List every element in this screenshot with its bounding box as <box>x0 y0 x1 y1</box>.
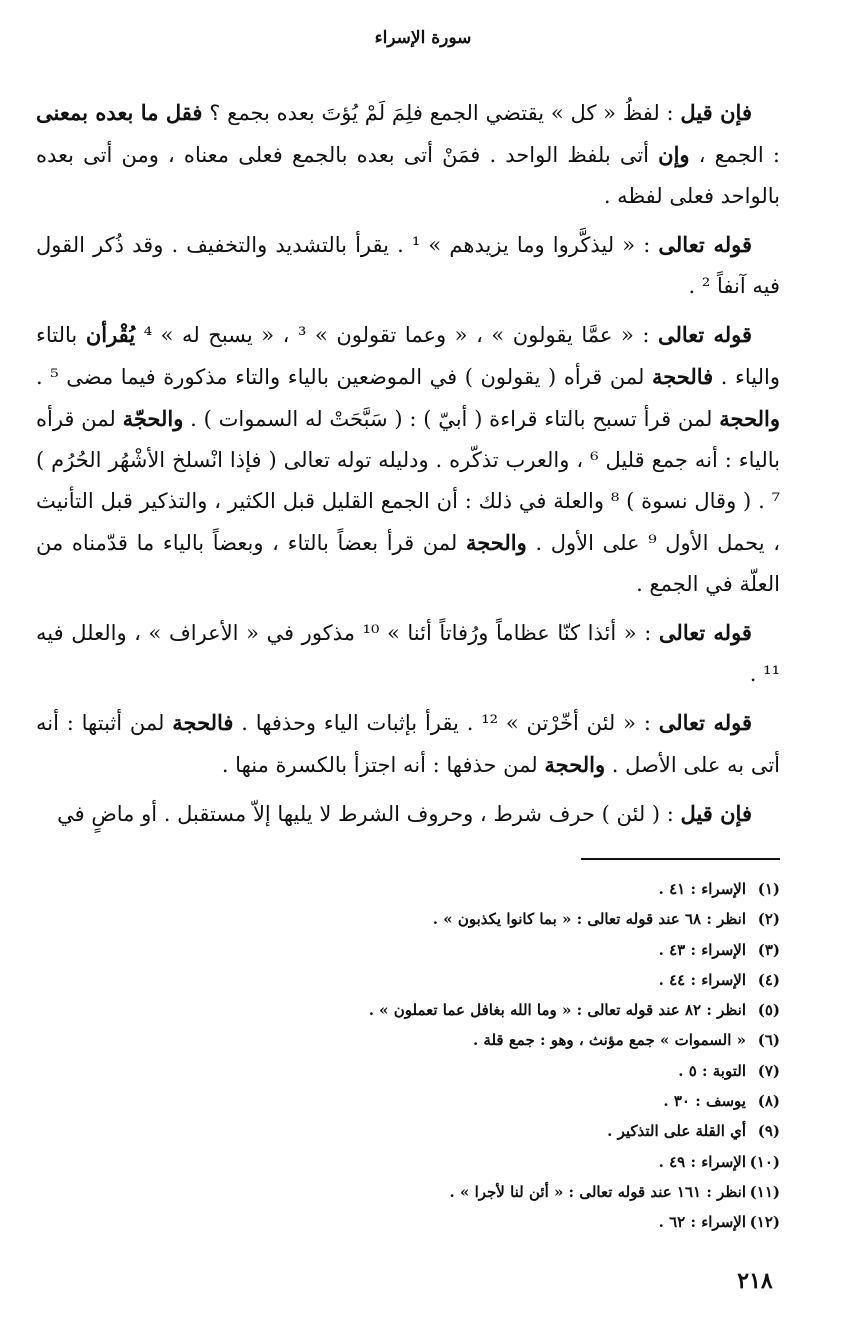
footnote-text: التوبة : ٥ . <box>678 1061 746 1080</box>
paragraph-lead: فإن قيل <box>680 100 752 125</box>
paragraph-text: لمن قرأ تسبح بالتاء قراءة ( أبيّ ) : ( سَبَّحَتْ له السموات ) . <box>183 407 720 431</box>
emphasis-text: وإن <box>658 142 690 167</box>
paragraph-text: لمن قرأ بعضاً بالتاء ، وبعضاً بالياء ما قدّمناه من العلّة في الجمع . <box>36 531 780 596</box>
footnote-number: (٧) <box>757 1061 780 1080</box>
emphasis-text: فالحجة <box>651 364 714 389</box>
footnote-text: الإسراء : ٤٣ . <box>658 940 746 959</box>
footnote-number: (٢) <box>757 910 780 929</box>
footnote-text: انظر : ٨٢ عند قوله تعالى : « وما الله بغافل عما تعملون » . <box>368 1001 746 1020</box>
paragraph-text: : « عمَّا يقولون » ، « وعما تقولون » ³ ، « يسبح له » ⁴ <box>135 323 658 347</box>
footnote-number: (١٠) <box>749 1152 780 1171</box>
footnote-text: الإسراء : ٤٩ . <box>658 1152 746 1171</box>
emphasis-text: والحجة <box>719 406 780 431</box>
footnote-text: أي القلة على التذكير . <box>607 1122 746 1141</box>
footnote-number: (٥) <box>757 1001 780 1020</box>
footnote <box>80 1025 780 1055</box>
paragraph <box>36 612 780 695</box>
footnote <box>80 1086 780 1116</box>
emphasis-text: فقل ما بعده بمعنى <box>36 100 203 125</box>
footnote <box>80 1207 780 1237</box>
footnote <box>80 965 780 995</box>
paragraph <box>36 793 780 835</box>
main-text <box>36 92 780 842</box>
paragraph-text: لمن قرأه بالياء : أنه جمع قليل ⁶ ، والعرب تذكّره . ودليله توله تعالى ( فإذا انْسلخ الأشْهُر الحُرُم ) ⁷ . ( وقال نسوة ) ⁸ والعلة في ذلك : أن الجمع القليل قبل الكثير ، والتذكير قبل التأنيث ، يحمل الأول ⁹ على الأول . <box>36 407 781 555</box>
footnote-number: (١١) <box>749 1182 780 1201</box>
paragraph-lead: قوله تعالى <box>658 232 752 257</box>
footnote-number: (٩) <box>757 1122 780 1141</box>
paragraph-text: أتى بلفظ الواحد . فمَنْ أتى بعده بالجمع فعلى معناه ، ومن أتى بعده بالواحد فعلى لفظه . <box>36 143 780 208</box>
footnote-text: الإسراء : ٤٤ . <box>658 970 746 989</box>
footnote-text: يوسف : ٣٠ . <box>663 1092 746 1111</box>
emphasis-text: والحجة <box>544 752 606 777</box>
footnote-number: (١) <box>757 880 780 898</box>
paragraph-text: لمن حذفها : أنه اجتزأ بالكسرة منها . <box>221 753 545 777</box>
paragraph-lead: قوله تعالى <box>658 620 752 645</box>
paragraph-text: : ( لئن ) حرف شرط ، وحروف الشرط لا يليها إلاّ مستقبل . أو ماضٍ في <box>57 802 681 826</box>
page-number: ٢١٨ <box>737 1268 773 1294</box>
paragraph-text: بالتاء والياء . <box>36 323 780 389</box>
footnote <box>80 995 780 1025</box>
paragraph <box>36 702 780 786</box>
paragraph-lead: قوله تعالى <box>657 322 752 347</box>
footnotes <box>80 874 780 1238</box>
footnote <box>80 904 780 934</box>
paragraph-text: لمن أثبتها : أنه أتى به على الأصل . <box>36 711 780 777</box>
footnote-text: انظر : ١٦١ عند قوله تعالى : « أئن لنا لأجرا » . <box>449 1182 746 1201</box>
surah-header: سورة الإسراء <box>374 28 472 48</box>
footnote <box>80 1147 780 1177</box>
paragraph-text: لمن قرأه ( يقولون ) في الموضعين بالياء والتاء مذكورة فيما مضى ⁵ . <box>36 365 652 389</box>
footnote <box>80 874 780 904</box>
emphasis-text: يُقْرأن <box>85 322 136 347</box>
footnote <box>80 1056 780 1086</box>
footnote-separator <box>581 858 780 860</box>
footnote-text: « السموات » جمع مؤنث ، وهو : جمع قلة . <box>472 1031 746 1050</box>
paragraph-text: : « ليذكَّروا وما يزيدهم » ¹ . يقرأ بالتشديد والتخفيف . وقد ذُكر القول فيه آنفاً ² . <box>36 233 780 298</box>
emphasis-text: والحجة <box>465 530 527 555</box>
footnote-number: (٤) <box>757 970 780 989</box>
footnote-text: انظر : ٦٨ عند قوله تعالى : « بما كانوا يكذبون » . <box>432 910 746 929</box>
paragraph-text: : « أئذا كنّا عظاماً ورُفاتاً أئنا » ¹⁰ مذكور في « الأعراف » ، والعلل فيه ¹¹ . <box>36 621 780 686</box>
footnote-number: (٨) <box>757 1092 780 1111</box>
footnote-number: (٦) <box>757 1031 780 1050</box>
footnote-number: (١٢) <box>749 1213 780 1232</box>
footnote-text: الإسراء : ٤١ . <box>658 880 746 898</box>
paragraph-text: : لفظُ « كل » يقتضي الجمع فلِمَ لَمْ يُؤتَ بعده بجمع ؟ <box>202 101 681 125</box>
footnote <box>80 1116 780 1146</box>
paragraph-text: : « لئن أخّرْتن » ¹² . يقرأ بإثبات الياء وحذفها . <box>233 711 659 735</box>
emphasis-text: فالحجة <box>172 710 234 735</box>
paragraph-lead: فإن قيل <box>680 801 752 826</box>
footnote <box>80 935 780 965</box>
emphasis-text: والحجّة <box>122 406 184 431</box>
footnote <box>80 1177 780 1207</box>
paragraph-text: : الجمع ، <box>689 143 780 167</box>
paragraph <box>36 224 780 307</box>
paragraph <box>36 314 780 605</box>
paragraph <box>36 92 780 217</box>
footnote-number: (٣) <box>757 940 780 959</box>
paragraph-lead: قوله تعالى <box>658 710 752 735</box>
footnote-text: الإسراء : ٦٢ . <box>658 1213 746 1232</box>
